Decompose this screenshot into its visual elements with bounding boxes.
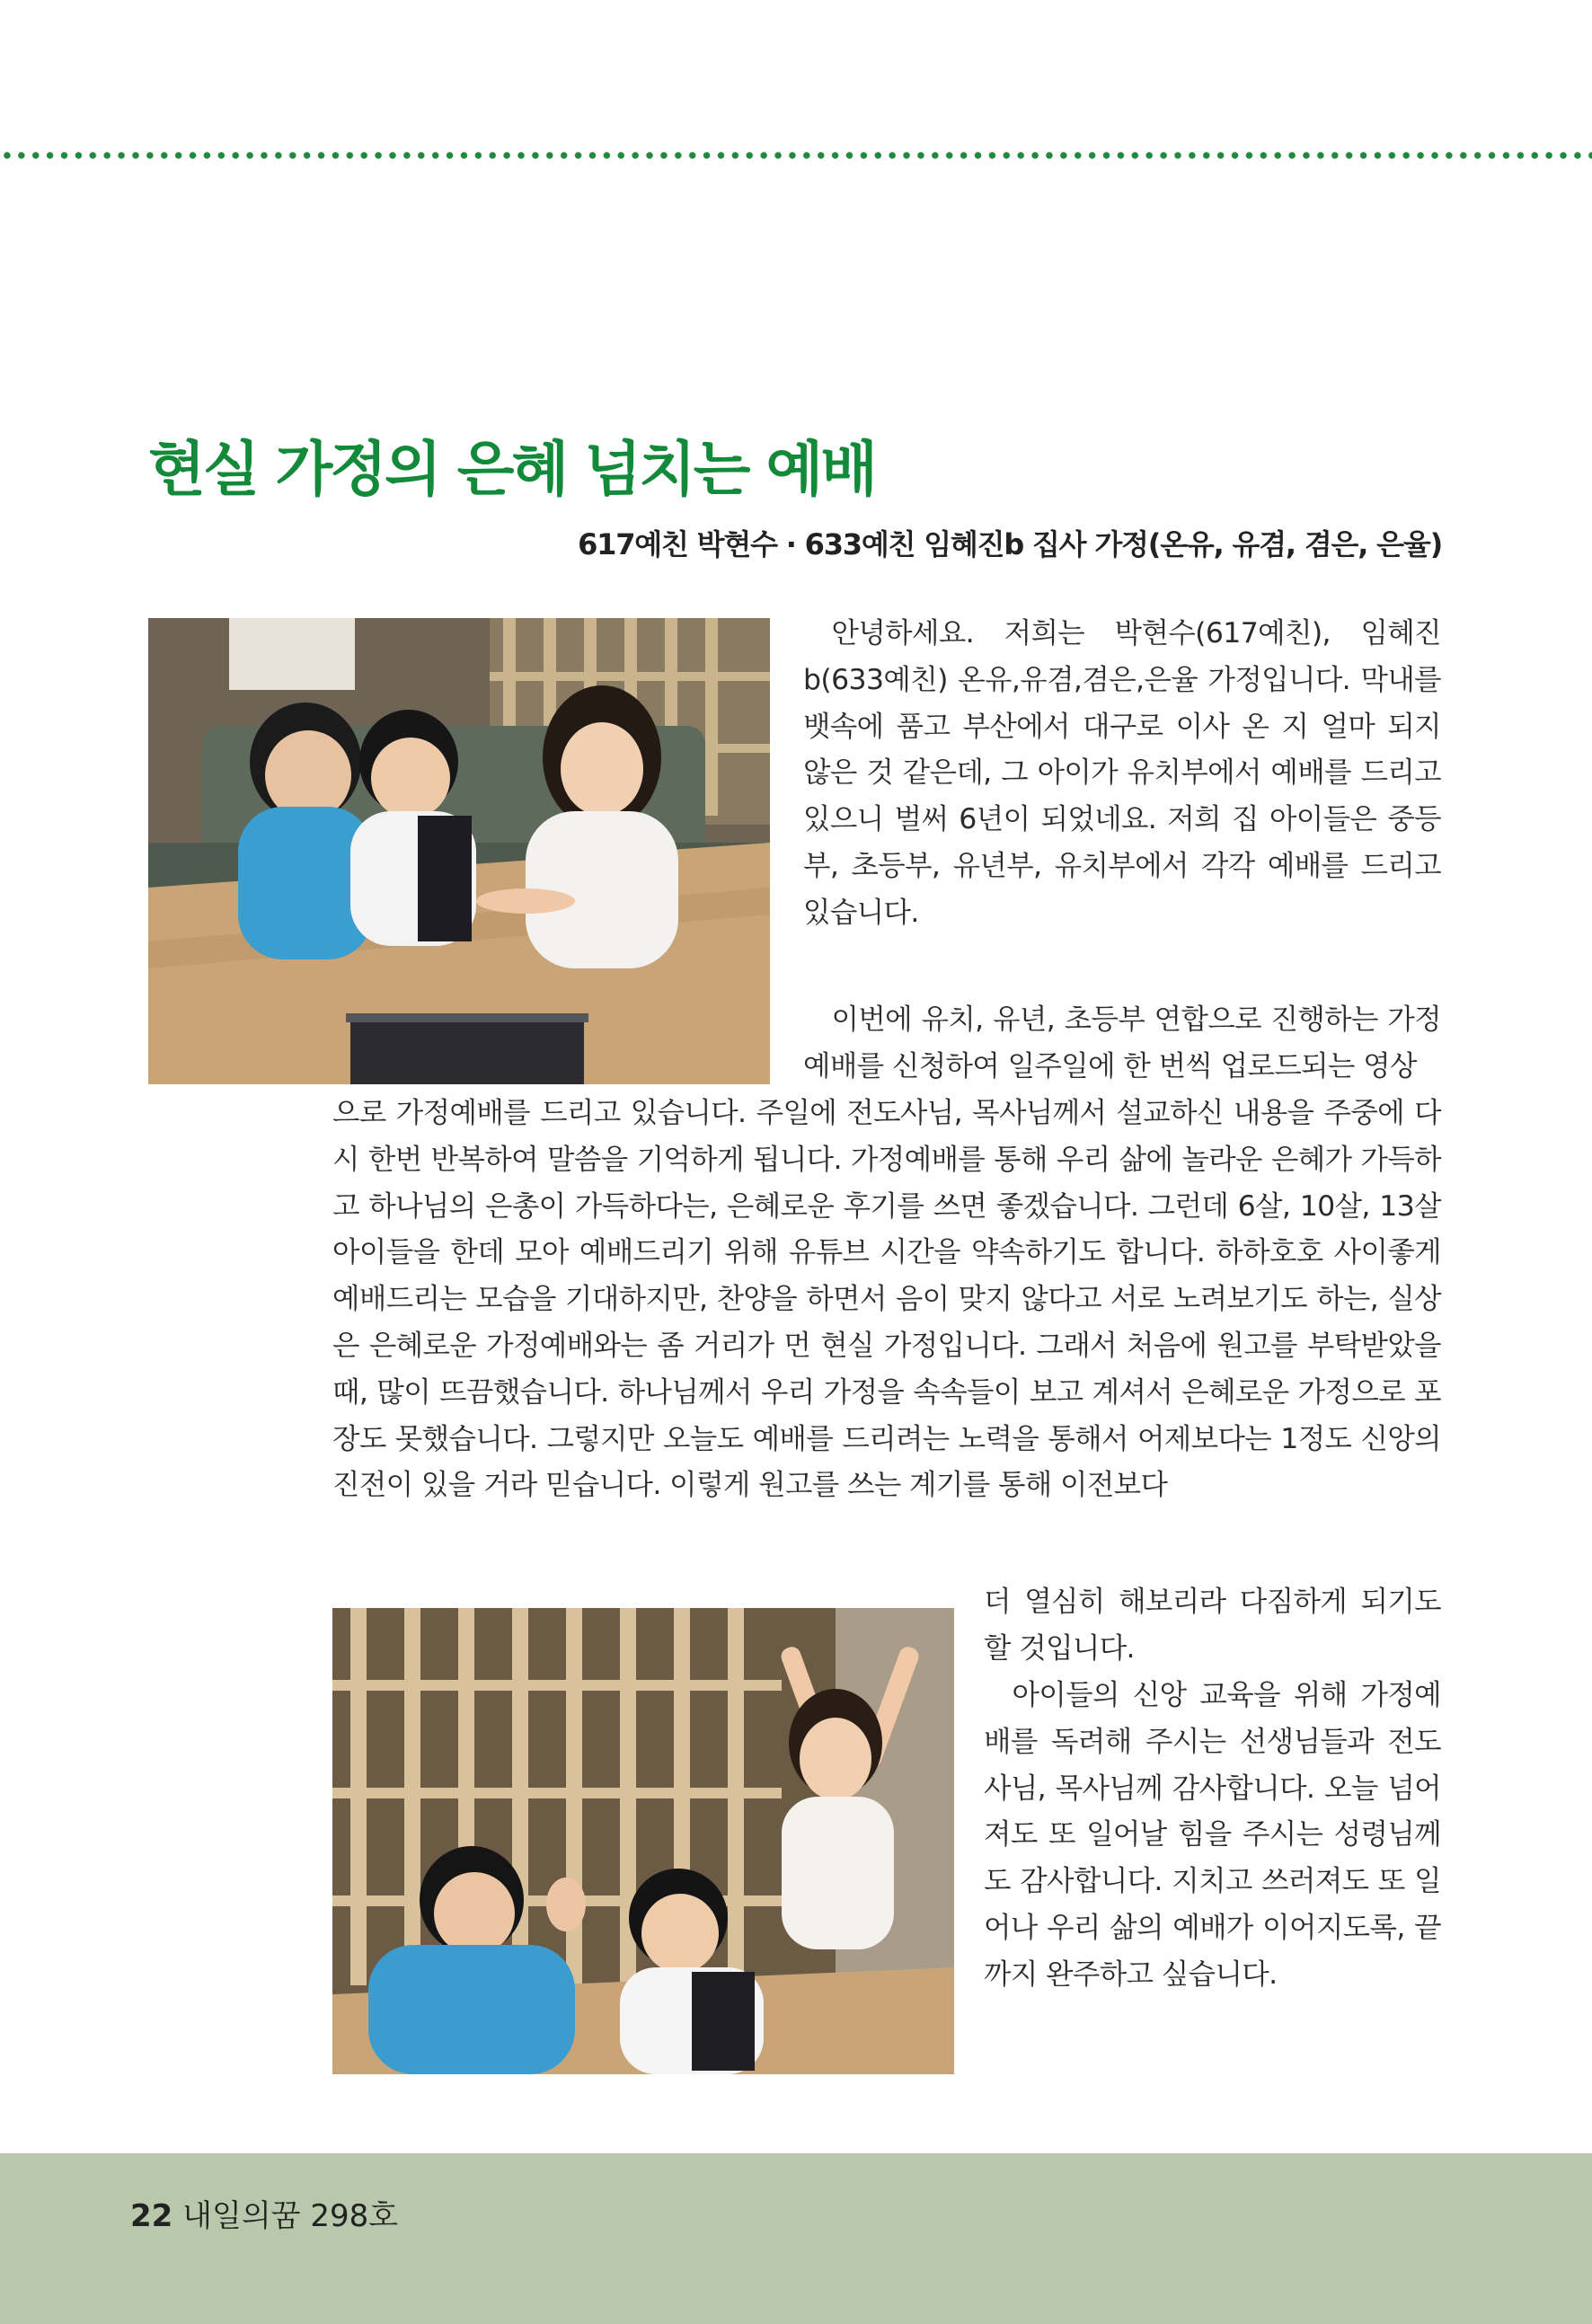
paragraph-second-start: 이번에 유치, 유년, 초등부 연합으로 진행하는 가정예배를 신청하여 일주일에 한 번씩 업로드되는 영상	[803, 1003, 1441, 1082]
family-photo-heart-pose	[332, 1608, 954, 2074]
family-photo-tablet	[148, 618, 770, 1084]
page-info	[130, 2198, 399, 2234]
dotted-divider	[0, 151, 1592, 160]
paragraph-second-continued: 으로 가정예배를 드리고 있습니다. 주일에 전도사님, 목사님께서 설교하신 내용을 주중에 다시 한번 반복하여 말씀을 기억하게 됩니다. 가정예배를 통해 우리 삶에 놀라운 은혜가 가득하고 하나님의 은총이 가득하다는, 은혜로운 후기를 쓰면 좋겠습니다. 그런데 6살, 10살, 13살 아이들을 한데 모아 예배드리기 위해 유튜브 시간을 약속하기도 합니다. 하하호호 사이좋게 예배드리는 모습을 기대하지만, 찬양을 하면서 음이 맞지 않다고 서로 노려보기도 하는, 실상은 은혜로운 가정예배와는 좀 거리가 먼 현실 가정입니다. 그래서 처음에 원고를 부탁받았을 때, 많이 뜨끔했습니다. 하나님께서 우리 가정을 속속들이 보고 계셔서 은혜로운 가정으로 포장도 못했습니다. 그렇지만 오늘도 예배를 드리려는 노력을 통해서 어제보다는 1정도 신앙의 진전이 있을 거라 믿습니다. 이렇게 원고를 쓰는 계기를 통해 이전보다	[332, 1097, 1441, 1502]
paragraph-second-end: 더 열심히 해보리라 다짐하게 되기도 할 것입니다.	[984, 1586, 1441, 1665]
paragraph-thanks: 아이들의 신앙 교육을 위해 가정예배를 독려해 주시는 선생님들과 전도사님, 목사님께 감사합니다. 오늘 넘어져도 또 일어날 힘을 주시는 성령님께도 감사합니다. 지치고 쓰러져도 또 일어나 우리 삶의 예배가 이어지도록, 끝까지 완주하고 싶습니다.	[984, 1679, 1441, 1991]
page-number: 22	[130, 2198, 173, 2234]
footer-band	[0, 2153, 1592, 2324]
publication-name: 내일의꿈 298호	[182, 2198, 399, 2234]
paragraph-intro: 안녕하세요. 저희는 박현수(617예친), 임혜진b(633예친) 온유,유겸,겸은,은율 가정입니다. 막내를 뱃속에 품고 부산에서 대구로 이사 온 지 얼마 되지 않은 것 같은데, 그 아이가 유치부에서 예배를 드리고 있으니 벌써 6년이 되었네요. 저희 집 아이들은 중등부, 초등부, 유년부, 유치부에서 각각 예배를 드리고 있습니다.	[803, 617, 1441, 929]
article-byline: 617예친 박현수 · 633예친 임혜진b 집사 가정(온유, 유겸, 겸은, 은율)	[578, 527, 1442, 561]
article-title: 현실 가정의 은혜 넘치는 예배	[148, 435, 875, 504]
